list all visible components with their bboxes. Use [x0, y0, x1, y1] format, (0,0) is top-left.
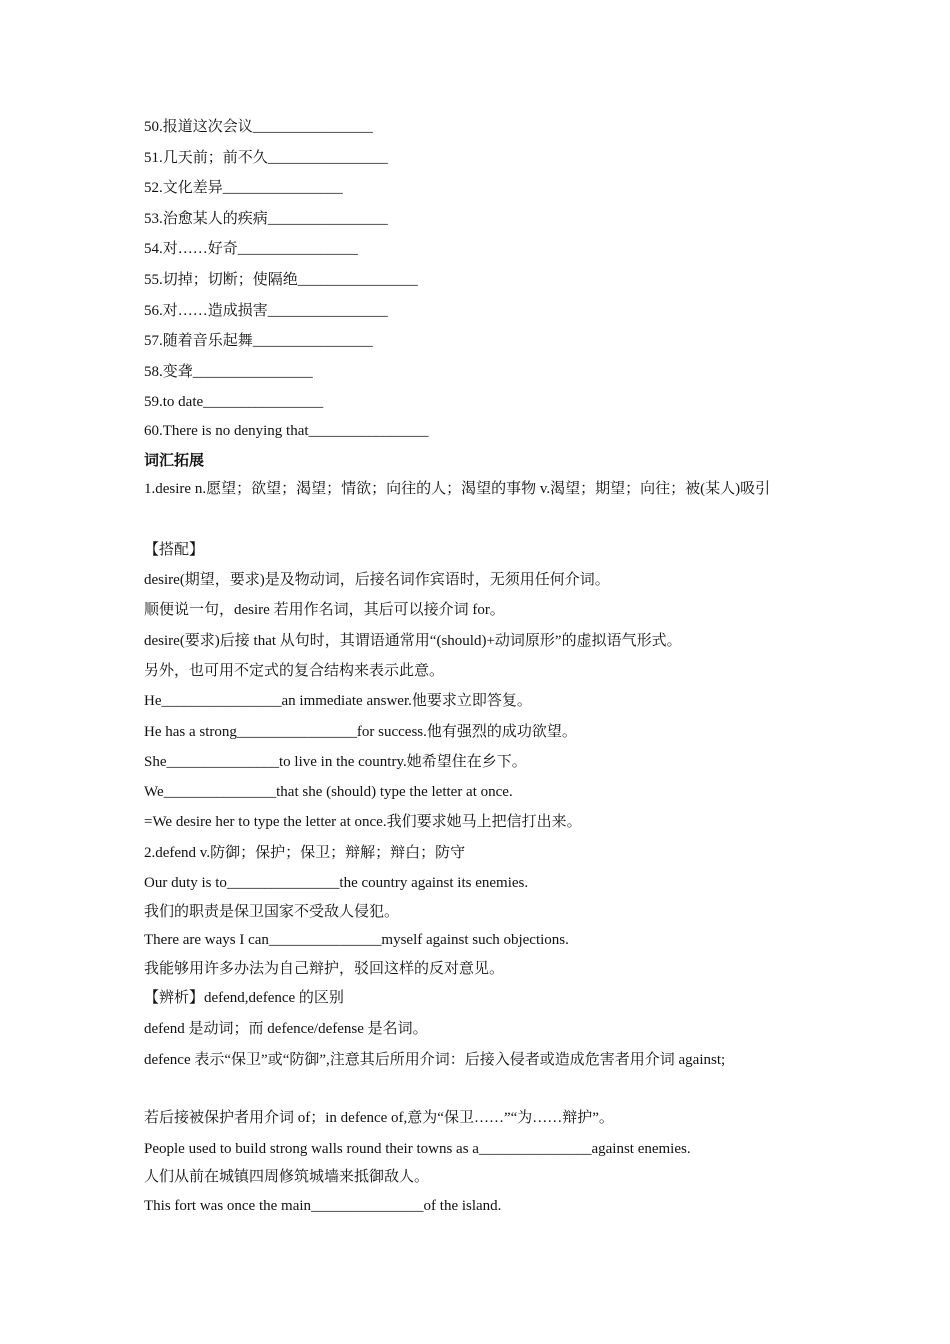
item-57: 57.随着音乐起舞________________ — [144, 333, 373, 349]
entry-desire-definition: 1.desire n.愿望；欲望；渴望；情欲；向往的人；渴望的事物 v.渴望；期望；向往；被(某人)吸引 — [144, 481, 771, 497]
desire-example-3: She_______________to live in the country.她希望住在乡下。 — [144, 754, 527, 770]
entry-defend-definition: 2.defend v.防御；保护；保卫；辩解；辩白；防守 — [144, 845, 466, 861]
desire-example-4: We_______________that she (should) type the letter at once. — [144, 784, 513, 800]
item-59: 59.to date________________ — [144, 394, 324, 410]
item-52: 52.文化差异________________ — [144, 180, 343, 196]
item-60: 60.There is no denying that________________ — [144, 423, 429, 439]
defend-example-1-translation: 我们的职责是保卫国家不受敌人侵犯。 — [144, 904, 400, 920]
desire-note-2: 顺便说一句，desire 若用作名词，其后可以接介词 for。 — [144, 602, 505, 618]
section-heading-vocabulary-expansion: 词汇拓展 — [144, 453, 205, 469]
desire-example-2: He has a strong________________for success.他有强烈的成功欲望。 — [144, 724, 577, 740]
item-56: 56.对……造成损害________________ — [144, 303, 388, 319]
item-55: 55.切掉；切断；使隔绝________________ — [144, 272, 418, 288]
desire-note-4: 另外，也可用不定式的复合结构来表示此意。 — [144, 663, 445, 679]
desire-example-5: =We desire her to type the letter at once.我们要求她马上把信打出来。 — [144, 814, 582, 830]
item-54: 54.对……好奇________________ — [144, 241, 358, 257]
defend-note-2: defence 表示“保卫”或“防御”,注意其后所用介词：后接入侵者或造成危害者用介词 against; — [144, 1052, 726, 1068]
defend-example-2-translation: 我能够用许多办法为自己辩护，驳回这样的反对意见。 — [144, 961, 505, 977]
collocation-label: 【搭配】 — [144, 542, 205, 558]
defend-example-1: Our duty is to_______________the country against its enemies. — [144, 875, 529, 891]
defence-example-2: This fort was once the main_______________of the island. — [144, 1198, 502, 1214]
item-53: 53.治愈某人的疾病________________ — [144, 211, 388, 227]
defend-example-2: There are ways I can_______________myself against such objections. — [144, 932, 569, 948]
item-50: 50.报道这次会议________________ — [144, 119, 373, 135]
defence-example-1: People used to build strong walls round their towns as a_______________against enemies. — [144, 1141, 691, 1157]
item-58: 58.变聋________________ — [144, 364, 313, 380]
desire-example-1: He________________an immediate answer.他要求立即答复。 — [144, 693, 532, 709]
defend-note-1: defend 是动词；而 defence/defense 是名词。 — [144, 1021, 428, 1037]
desire-note-1: desire(期望，要求)是及物动词，后接名词作宾语时，无须用任何介词。 — [144, 572, 610, 588]
defence-example-1-translation: 人们从前在城镇四周修筑城墙来抵御敌人。 — [144, 1169, 430, 1185]
defend-note-3: 若后接被保护者用介词 of；in defence of,意为“保卫……”“为……辩护”。 — [144, 1110, 614, 1126]
item-51: 51.几天前；前不久________________ — [144, 150, 388, 166]
analysis-label: 【辨析】defend,defence 的区别 — [144, 990, 344, 1006]
desire-note-3: desire(要求)后接 that 从句时，其谓语通常用“(should)+动词原形”的虚拟语气形式。 — [144, 633, 682, 649]
